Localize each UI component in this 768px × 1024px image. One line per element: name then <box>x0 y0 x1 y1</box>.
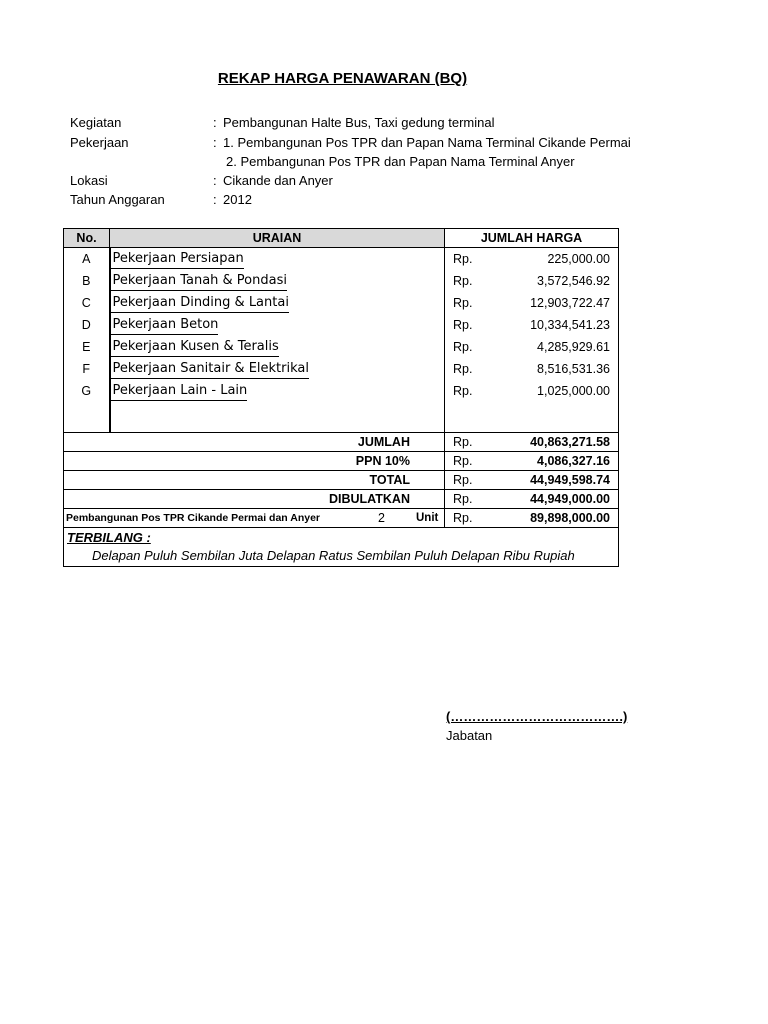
item-no: B <box>64 270 110 292</box>
unit-row-currency: Rp. <box>445 509 489 528</box>
item-uraian: Pekerjaan Tanah & Pondasi <box>111 271 287 291</box>
blank-row <box>64 402 619 433</box>
unit-row-label: Pembangunan Pos TPR Cikande Permai dan Anyer <box>66 512 321 524</box>
summary-value: 4,086,327.16 <box>489 452 619 471</box>
header-jumlah-harga: JUMLAH HARGA <box>445 229 619 248</box>
item-currency: Rp. <box>445 270 489 292</box>
item-no: A <box>64 248 110 271</box>
terbilang-cell <box>64 528 619 567</box>
item-no: E <box>64 336 110 358</box>
item-currency: Rp. <box>445 380 489 402</box>
kegiatan-label: Kegiatan <box>70 115 122 130</box>
item-value: 3,572,546.92 <box>489 270 619 292</box>
item-no: G <box>64 380 110 402</box>
unit-row <box>64 509 619 528</box>
tahun-label: Tahun Anggaran <box>70 192 165 207</box>
item-currency: Rp. <box>445 292 489 314</box>
item-uraian-cell <box>110 336 445 358</box>
summary-label: JUMLAH <box>64 433 445 452</box>
item-value: 12,903,722.47 <box>489 292 619 314</box>
header-no: No. <box>64 229 110 248</box>
pekerjaan-value-1: 1. Pembangunan Pos TPR dan Papan Nama Terminal Cikande Permai <box>223 135 631 150</box>
item-uraian-cell <box>110 270 445 292</box>
item-uraian-cell <box>110 380 445 402</box>
item-uraian: Pekerjaan Dinding & Lantai <box>111 293 289 313</box>
terbilang-text: Delapan Puluh Sembilan Juta Delapan Ratus Sembilan Puluh Delapan Ribu Rupiah <box>92 548 575 563</box>
info-pekerjaan <box>0 135 700 153</box>
summary-currency: Rp. <box>445 433 489 452</box>
summary-label: PPN 10% <box>64 452 445 471</box>
colon: : <box>213 115 217 130</box>
table-row <box>64 292 619 314</box>
table-header-row <box>64 229 619 248</box>
item-value: 1,025,000.00 <box>489 380 619 402</box>
info-pekerjaan-2 <box>0 154 700 172</box>
item-uraian-cell <box>110 248 445 271</box>
header-uraian: URAIAN <box>110 229 445 248</box>
signature-position: Jabatan <box>446 728 493 743</box>
info-kegiatan <box>0 115 700 133</box>
terbilang-row <box>64 528 619 567</box>
lokasi-label: Lokasi <box>70 173 108 188</box>
summary-value: 40,863,271.58 <box>489 433 619 452</box>
summary-row <box>64 471 619 490</box>
item-uraian: Pekerjaan Beton <box>111 315 219 335</box>
summary-value: 44,949,598.74 <box>489 471 619 490</box>
item-value: 4,285,929.61 <box>489 336 619 358</box>
unit-row-qty: 2 <box>378 511 385 525</box>
unit-row-cell <box>64 509 445 528</box>
kegiatan-value: Pembangunan Halte Bus, Taxi gedung terminal <box>223 115 495 130</box>
terbilang-label: TERBILANG : <box>67 530 151 545</box>
table-row <box>64 380 619 402</box>
table-row <box>64 270 619 292</box>
unit-row-value: 89,898,000.00 <box>489 509 619 528</box>
summary-label: DIBULATKAN <box>64 490 445 509</box>
bq-table <box>63 228 619 567</box>
colon: : <box>213 173 217 188</box>
summary-row <box>64 433 619 452</box>
table-row <box>64 248 619 271</box>
item-currency: Rp. <box>445 358 489 380</box>
summary-currency: Rp. <box>445 471 489 490</box>
table-row <box>64 336 619 358</box>
item-no: D <box>64 314 110 336</box>
item-currency: Rp. <box>445 248 489 271</box>
summary-currency: Rp. <box>445 490 489 509</box>
item-value: 10,334,541.23 <box>489 314 619 336</box>
item-currency: Rp. <box>445 314 489 336</box>
item-uraian: Pekerjaan Lain - Lain <box>111 381 248 401</box>
item-no: C <box>64 292 110 314</box>
info-lokasi <box>0 173 700 191</box>
pekerjaan-label: Pekerjaan <box>70 135 129 150</box>
table-row <box>64 358 619 380</box>
tahun-value: 2012 <box>223 192 252 207</box>
summary-row <box>64 452 619 471</box>
info-tahun-anggaran <box>0 192 700 210</box>
summary-label: TOTAL <box>64 471 445 490</box>
item-uraian: Pekerjaan Persiapan <box>111 249 244 269</box>
document-title: REKAP HARGA PENAWARAN (BQ) <box>217 70 468 87</box>
colon: : <box>213 192 217 207</box>
unit-row-unit: Unit <box>416 512 439 524</box>
lokasi-value: Cikande dan Anyer <box>223 173 333 188</box>
summary-currency: Rp. <box>445 452 489 471</box>
item-uraian: Pekerjaan Kusen & Teralis <box>111 337 279 357</box>
item-value: 8,516,531.36 <box>489 358 619 380</box>
item-uraian-cell <box>110 314 445 336</box>
pekerjaan-value-2: 2. Pembangunan Pos TPR dan Papan Nama Terminal Anyer <box>226 154 575 169</box>
signature-line: (………………………………….) <box>446 709 628 724</box>
items-body <box>64 248 619 403</box>
table-row <box>64 314 619 336</box>
item-uraian-cell <box>110 358 445 380</box>
summary-body <box>64 433 619 509</box>
summary-row <box>64 490 619 509</box>
item-uraian: Pekerjaan Sanitair & Elektrikal <box>111 359 309 379</box>
summary-value: 44,949,000.00 <box>489 490 619 509</box>
colon: : <box>213 135 217 150</box>
item-value: 225,000.00 <box>489 248 619 271</box>
item-currency: Rp. <box>445 336 489 358</box>
item-no: F <box>64 358 110 380</box>
item-uraian-cell <box>110 292 445 314</box>
